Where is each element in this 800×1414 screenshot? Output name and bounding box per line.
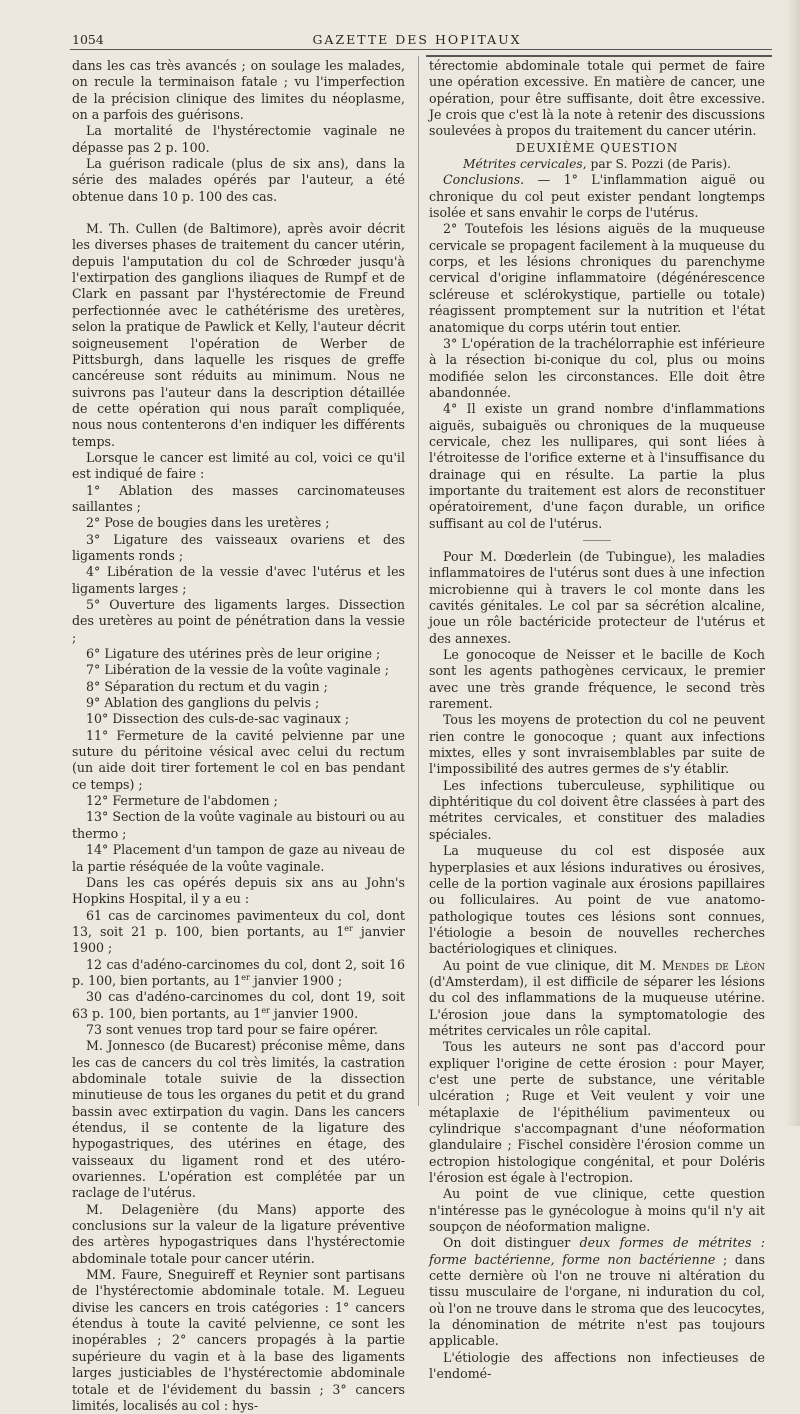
list-item: 14° Placement d'un tampon de gaze au niveau de la partie réséquée de la voûte vaginale. bbox=[72, 842, 405, 874]
paragraph: térectomie abdominale totale qui permet de faire une opération excessive. En matière de cancer, une opération, pour être suffisante, doit être excessive. Je crois que c'est là la note à retenir des discussions soulevées à propos du traitement du cancer utérin. bbox=[429, 58, 765, 139]
list-item: 4° Libération de la vessie d'avec l'utérus et les ligaments larges ; bbox=[72, 564, 405, 596]
paragraph: MM. Faure, Sneguireff et Reynier sont partisans de l'hystérectomie abdominale totale. M. Legueu divise les cancers en trois catégories : 1° cancers étendus à toute la cavité pelvienne, ce sont les inopérables ; 2° cancers propagés à la partie supérieure du vagin et à la base des ligaments larges justiciables de l'hystérectomie abdominale totale et de l'évidement du bassin ; 3° cancers limités, localisés au col : hys- bbox=[72, 1267, 405, 1413]
left-column bbox=[72, 58, 405, 1414]
paragraph: Le gonocoque de Neisser et le bacille de Koch sont les agents pathogènes cervicaux, le premier avec une très grande fréquence, le second très rarement. bbox=[429, 647, 765, 712]
paragraph: La muqueuse du col est disposée aux hyperplasies et aux lésions induratives ou érosives, celle de la portion vaginale aux érosions papillaires ou folliculaires. Au point de vue anatomo-pathologique toutes ces lésions sont connues, l'étiologie a besoin de nouvelles recherches bactériologiques et cliniques. bbox=[429, 843, 765, 957]
paragraph: La mortalité de l'hystérectomie vaginale ne dépasse pas 2 p. 100. bbox=[72, 123, 405, 155]
paragraph: dans les cas très avancés ; on soulage les malades, on recule la terminaison fatale ; vu l'imperfection de la précision clinique des limites du néoplasme, on a parfois des guérisons. bbox=[72, 58, 405, 123]
paragraph bbox=[429, 172, 765, 221]
list-item: 3° Ligature des vaisseaux ovariens et des ligaments ronds ; bbox=[72, 531, 405, 563]
column-divider bbox=[418, 56, 419, 1106]
paragraph bbox=[429, 1235, 765, 1349]
text-run: janvier 1900 ; bbox=[72, 923, 405, 956]
paragraph bbox=[72, 908, 405, 957]
list-item: 7° Libération de la vessie de la voûte vaginale ; bbox=[86, 662, 390, 678]
list-item: 13° Section de la voûte vaginale au bistouri ou au thermo ; bbox=[72, 809, 405, 841]
paragraph bbox=[429, 958, 765, 1040]
text-run: 61 cas de carcinomes pavimenteux du col, dont 13, soit 21 p. 100, bien portants, au 1 bbox=[72, 907, 405, 939]
paragraph: M. Th. Cullen (de Baltimore), après avoir décrit les diverses phases de traitement du cancer utérin, depuis l'amputation du col de Schrœder jusqu'à l'extirpation des ganglions iliaques de Rumpf et de Clark en passant par l'hystérectomie de Freund perfectionnée avec le cathétérisme des uretères, selon la pratique de Pawlick et Kelly, l'auteur décrit soigneusement l'opération de Werber de Pittsburgh, dans laquelle les risques de greffe cancéreuse sont réduits au minimum. Nous ne suivrons pas l'auteur dans la description détaillée de cette opération qui nous paraît compliquée, nous nous contenterons d'en indiquer les différents temps. bbox=[72, 221, 405, 449]
right-column-top-rule bbox=[426, 55, 772, 57]
paragraph: Pour M. Dœderlein (de Tubingue), les maladies inflammatoires de l'utérus sont dues à une infection microbienne qui à travers le col monte dans les cavités génitales. Le col par sa sécrétion alcaline, joue un rôle bactéricide protecteur de l'utérus et des annexes. bbox=[429, 548, 765, 646]
text-run: 30 cas d'adéno-carcinomes du col, dont 19, soit 63 p. 100, bien portants, au 1 bbox=[72, 989, 405, 1021]
page-edge-shadow bbox=[786, 0, 800, 1126]
list-item: 2° Pose de bougies dans les uretères ; bbox=[86, 515, 330, 531]
paragraph: 73 sont venues trop tard pour se faire opérer. bbox=[86, 1021, 378, 1037]
page-header bbox=[62, 26, 772, 48]
text-run: janvier 1900 ; bbox=[249, 972, 343, 988]
ordinal-superscript: er bbox=[344, 923, 353, 933]
ordinal-superscript: er bbox=[261, 1005, 270, 1015]
text-run: 12 cas d'adéno-carcinomes du col, dont 2, soit 16 p. 100, bien portants, au 1 bbox=[72, 956, 405, 988]
text-run: On doit distinguer bbox=[443, 1235, 580, 1251]
paragraph: 2° Toutefois les lésions aiguës de la muqueuse cervicale se propagent facilement à la muqueuse du corps, et les lésions chroniques du parenchyme cervical d'origine inflammatoire (dégénérescence scléreuse et sclérokystique, partielle ou totale) réagissent promptement sur la nutrition et l'état anatomique du corps utérin tout entier. bbox=[429, 221, 765, 335]
conclusions-label: Conclusions. bbox=[443, 172, 525, 188]
page-number: 1054 bbox=[72, 32, 104, 47]
ordinal-superscript: er bbox=[241, 972, 250, 982]
text-run: Au point de vue clinique, dit M. bbox=[443, 957, 662, 973]
header-rule bbox=[70, 49, 772, 50]
paragraph: Lorsque le cancer est limité au col, voici ce qu'il est indiqué de faire : bbox=[72, 449, 405, 482]
separator bbox=[583, 540, 611, 541]
paragraph: Au point de vue clinique, cette question n'intéresse pas le gynécologue à moins qu'il n'y ait soupçon de néoformation maligne. bbox=[429, 1186, 765, 1235]
paragraph bbox=[72, 957, 405, 990]
list-item: 9° Ablation des ganglions du pelvis ; bbox=[86, 695, 320, 711]
text-run: — 1° L'inflammation aiguë ou chronique du col peut exister pendant longtemps isolée et sans envahir le corps de l'utérus. bbox=[429, 172, 765, 221]
list-item: 8° Séparation du rectum et du vagin ; bbox=[86, 678, 328, 694]
section-subtitle-title: Métrites cervicales bbox=[462, 157, 583, 172]
list-item: 10° Dissection des culs-de-sac vaginaux ; bbox=[86, 711, 350, 727]
paragraph: Dans les cas opérés depuis six ans au John's Hopkins Hospital, il y a eu : bbox=[72, 874, 405, 907]
text-run: (d'Amsterdam), il est difficile de séparer les lésions du col des inflammations de la muqueuse utérine. L'érosion joue dans la symptomatologie des métrites cervicales un rôle capital. bbox=[429, 973, 765, 1038]
list-item: 1° Ablation des masses carcinomateuses saillantes ; bbox=[72, 482, 405, 514]
right-column bbox=[429, 58, 765, 1383]
paragraph: 4° Il existe un grand nombre d'inflammations aiguës, subaiguës ou chroniques de la muqueuse cervicale, chez les nullipares, qui sont liées à l'étroitesse de l'orifice externe et à l'insuffisance du drainage qui en résulte. La partie la plus importante du traitement est alors de reconstituer opératoirement, d'une façon durable, un orifice suffisant au col de l'utérus. bbox=[429, 401, 765, 531]
paragraph: Tous les auteurs ne sont pas d'accord pour expliquer l'origine de cette érosion : pour Mayer, c'est une perte de substance, une véritable ulcération ; Ruge et Veit veulent y voir une métaplaxie de l'épithélium pavimenteux ou cylindrique s'accompagnant d'une néoformation glandulaire ; Fischel considère l'érosion comme un ectropion histologique congénital, et pour Doléris l'érosion est égale à l'ectropion. bbox=[429, 1039, 765, 1186]
paragraph: Les infections tuberculeuse, syphilitique ou diphtéritique du col doivent être classées à part des métrites cervicales, et constituer des maladies spéciales. bbox=[429, 777, 765, 842]
list-item: 5° Ouverture des ligaments larges. Dissection des uretères au point de pénétration dans la vessie ; bbox=[72, 597, 405, 645]
text-run: ; dans cette dernière où l'on ne trouve ni altération du tissu musculaire de l'organe, ni induration du col, où l'on ne trouve dans le stroma que des leucocytes, la dénomination de métrite n'est pas toujours applicable. bbox=[429, 1251, 765, 1349]
paragraph: M. Delagenière (du Mans) apporte des conclusions sur la valeur de la ligature préventive des artères hypogastriques dans l'hystérectomie abdominale totale pour cancer utérin. bbox=[72, 1201, 405, 1266]
paragraph bbox=[72, 989, 405, 1022]
section-subtitle bbox=[429, 156, 765, 172]
paragraph: M. Jonnesco (de Bucarest) préconise même, dans les cas de cancers du col très limités, la castration abdominale totale suivie de la dissection minutieuse de tous les organes du petit et du grand bassin avec extirpation du vagin. Dans les cancers étendus, il se contente de la ligature des hypogastriques, des utérines en étage, des vaisseaux du ligament rond et des utéro-ovariennes. L'opération est complétée par un raclage de l'utérus. bbox=[72, 1038, 405, 1201]
paragraph: L'étiologie des affections non infectieuses de l'endomé- bbox=[429, 1349, 765, 1382]
journal-title: GAZETTE DES HOPITAUX bbox=[312, 32, 522, 47]
spacer bbox=[72, 205, 405, 221]
section-subtitle-author: , par S. Pozzi (de Paris). bbox=[582, 157, 732, 172]
author-name: Mendes de Léon bbox=[661, 957, 765, 973]
section-heading: DEUXIÈME QUESTION bbox=[515, 140, 679, 155]
list-item: 12° Fermeture de l'abdomen ; bbox=[86, 793, 278, 809]
paragraph: 3° L'opération de la trachélorraphie est inférieure à la résection bi-conique du col, plus ou moins modifiée selon les circonstances. Elle doit être abandonnée. bbox=[429, 335, 765, 400]
paragraph: La guérison radicale (plus de six ans), dans la série des malades opérés par l'auteur, a été obtenue dans 10 p. 100 des cas. bbox=[72, 156, 405, 204]
paragraph: Tous les moyens de protection du col ne peuvent rien contre le gonocoque ; quant aux infections mixtes, elles y sont invraisemblables par suite de l'impossibilité des autres germes de s'y établir. bbox=[429, 712, 765, 777]
list-item: 11° Fermeture de la cavité pelvienne par une suture du péritoine vésical avec celui du rectum (un aide doit tirer fortement le col en bas pendant ce temps) ; bbox=[72, 727, 405, 792]
list-item: 6° Ligature des utérines près de leur origine ; bbox=[86, 646, 381, 662]
text-run: janvier 1900. bbox=[269, 1005, 359, 1021]
emphasis: deux formes de métrites : forme bactérienne, forme non bactérienne bbox=[429, 1235, 765, 1267]
